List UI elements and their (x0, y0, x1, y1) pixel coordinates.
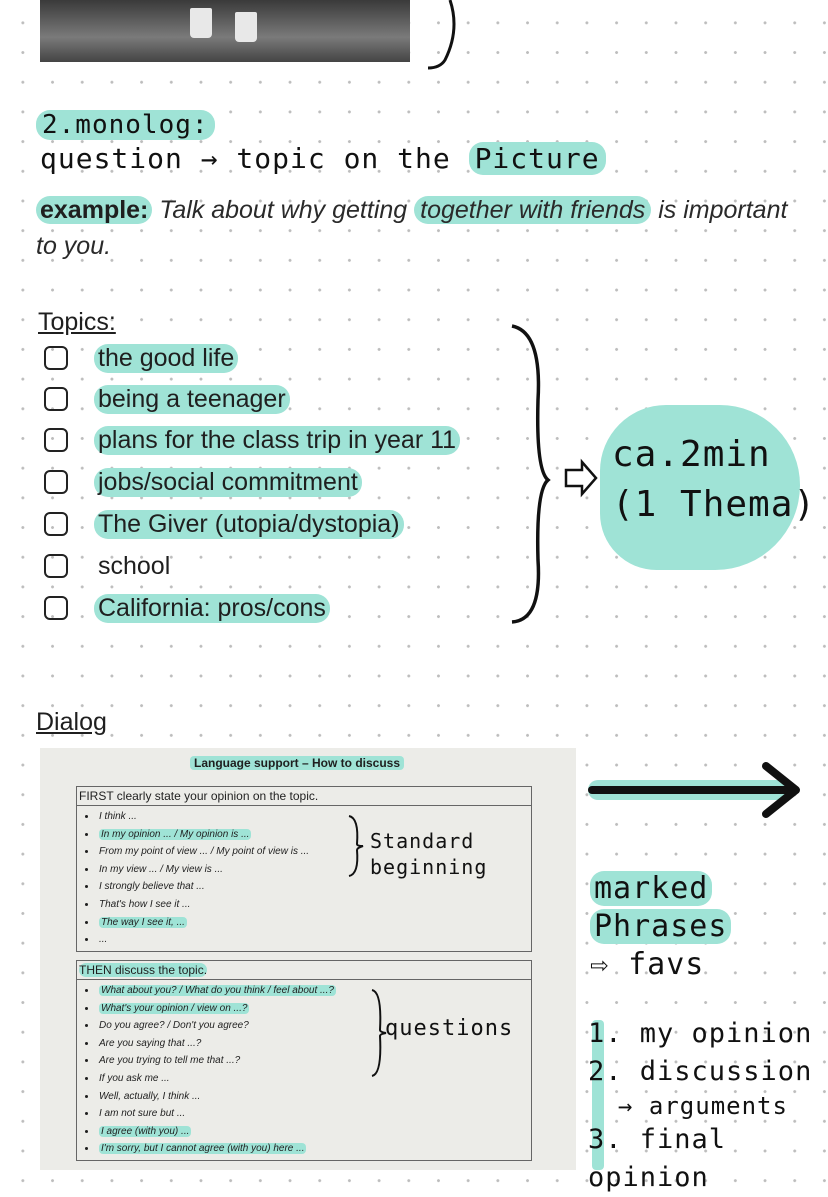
topics-heading: Topics: (38, 308, 116, 336)
plan-step: 1. my opinion (588, 1018, 813, 1049)
worksheet-title (190, 756, 404, 770)
phrase-text: I agree (with you) ... (101, 1125, 190, 1137)
checkbox-icon[interactable] (44, 512, 68, 536)
duration-note (612, 430, 816, 530)
phrase-item: • That's how I see it ... (97, 896, 531, 914)
plan-substep: → arguments (618, 1092, 788, 1120)
checkbox-icon[interactable] (44, 596, 68, 620)
note-line: beginning (370, 855, 488, 879)
arrow-icon (566, 462, 596, 494)
phrase-item: • I think ... (97, 808, 531, 826)
brace-small (345, 814, 367, 878)
phrase-item (97, 914, 531, 932)
topic-item[interactable] (44, 464, 362, 500)
topic-label: California: pros/cons (94, 594, 330, 623)
phrase-item: • Well, actually, I think ... (97, 1088, 531, 1106)
phrase-text: What about you? / What do you think / feel about ...? (101, 985, 334, 996)
checkbox-icon[interactable] (44, 470, 68, 494)
checkbox-icon[interactable] (44, 554, 68, 578)
topic-item[interactable] (44, 590, 330, 626)
phrase-text: The way I see it, ... (101, 916, 185, 928)
photo-friends (40, 0, 410, 62)
theme-text: (1 Thema) (612, 484, 817, 525)
topic-label: jobs/social commitment (94, 468, 362, 497)
phrase-item (97, 982, 531, 1000)
note-questions: questions (385, 1016, 514, 1041)
note-standard-beginning (370, 828, 487, 880)
arrow-right-icon (586, 760, 806, 820)
box-heading: FIRST clearly state your opinion on the topic. (77, 787, 531, 806)
checkbox-icon[interactable] (44, 387, 68, 411)
phrase-text: What's your opinion / view on ...? (101, 1002, 248, 1014)
topic-item[interactable] (44, 422, 460, 458)
marked-line: Phrases (590, 909, 731, 944)
question-prefix: question → topic on the (40, 142, 469, 175)
phrase-list (77, 980, 531, 1160)
checkbox-icon[interactable] (44, 428, 68, 452)
phrase-text: I'm sorry, but I cannot agree (with you) here ... (101, 1143, 305, 1155)
cup-shape (190, 8, 212, 38)
phrase-item (97, 1140, 531, 1158)
example-part-2: is important to you. (36, 196, 788, 260)
topic-label: the good life (94, 344, 238, 373)
phrase-item: • Are you trying to tell me that ...? (97, 1052, 531, 1070)
marked-line: marked (590, 871, 712, 906)
phrase-item: • Are you saying that ...? (97, 1035, 531, 1053)
checkbox-icon[interactable] (44, 346, 68, 370)
topic-item[interactable] (44, 340, 238, 376)
favs-line: ⇨ favs (590, 947, 705, 982)
note-line: Standard (370, 829, 475, 853)
marked-phrases-note (590, 870, 731, 984)
worksheet-photo (40, 748, 576, 1170)
phrase-item: • From my point of view ... / My point of view is ... (97, 843, 531, 861)
example-part-1: Talk about why getting (152, 196, 415, 224)
phrase-item: • Do you agree? / Don't you agree? (97, 1017, 531, 1035)
phrase-item: • In my view ... / My view is ... (97, 861, 531, 879)
brace-top (420, 0, 480, 75)
question-highlight: Picture (469, 142, 606, 175)
phrase-item: • If you ask me ... (97, 1070, 531, 1088)
phrase-text: In my opinion ... / My opinion is ... (101, 828, 250, 840)
phrase-item (97, 1123, 531, 1141)
topic-label: plans for the class trip in year 11 (94, 426, 460, 455)
worksheet-title-text: Language support – How to discuss (190, 756, 404, 770)
box-heading (77, 961, 531, 980)
phrase-item: • I strongly believe that ... (97, 878, 531, 896)
plan-step: 3. final opinion (588, 1124, 727, 1193)
dialog-heading: Dialog (36, 708, 107, 736)
brace-topics (500, 320, 610, 630)
brace-questions (368, 988, 390, 1078)
section-title-monolog: 2.monolog: (36, 110, 215, 140)
question-line (40, 142, 606, 175)
example-label: example: (36, 196, 152, 224)
phrase-item (97, 1000, 531, 1018)
topic-label: being a teenager (94, 385, 290, 414)
cup-shape (235, 12, 257, 42)
topic-item[interactable] (44, 381, 290, 417)
topic-item[interactable] (44, 548, 174, 584)
phrase-item: • I am not sure but ... (97, 1105, 531, 1123)
worksheet-box-then (76, 960, 532, 1161)
plan-step: 2. discussion (588, 1056, 813, 1087)
topic-label: The Giver (utopia/dystopia) (94, 510, 404, 539)
topic-label: school (98, 551, 171, 580)
phrase-item: • ... (97, 931, 531, 949)
box-heading-text: THEN discuss the topic. (79, 963, 208, 977)
example-text (36, 192, 796, 264)
duration-text: ca.2min (612, 434, 771, 475)
example-highlight: together with friends (414, 196, 651, 224)
topic-item[interactable] (44, 506, 404, 542)
